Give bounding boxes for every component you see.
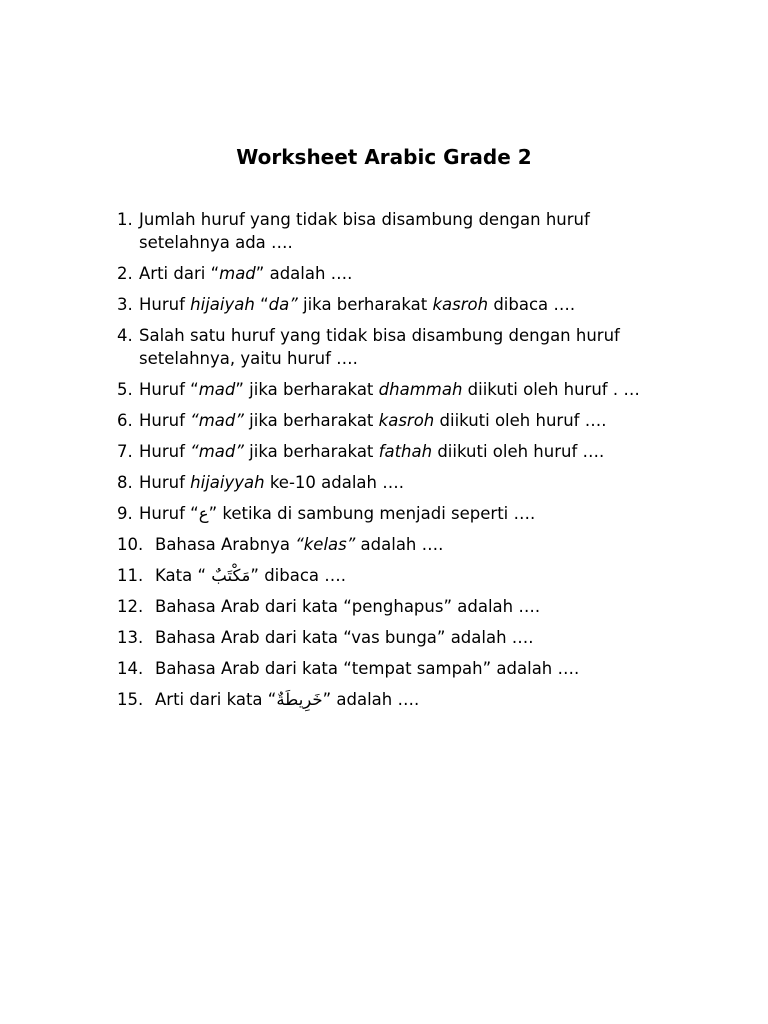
text-segment: ” adalah …. <box>322 690 420 709</box>
question-list <box>117 208 677 719</box>
text-segment: “ <box>254 295 269 314</box>
text-segment: ” ketika di sambung menjadi seperti …. <box>208 504 536 523</box>
italic-term: dhammah <box>378 380 463 399</box>
question-number: 4. <box>117 326 133 345</box>
question-item <box>117 595 677 618</box>
italic-term: hijaiyyah <box>190 473 265 492</box>
question-item <box>117 293 677 316</box>
question-item <box>117 440 677 463</box>
question-item <box>117 657 677 680</box>
arabic-text: ع <box>198 504 209 523</box>
text-segment: jika berharakat <box>243 411 379 430</box>
text-segment: dibaca …. <box>488 295 576 314</box>
italic-term: fathah <box>378 442 433 461</box>
question-text <box>139 293 677 316</box>
question-item <box>117 262 677 285</box>
italic-term: mad <box>198 380 236 399</box>
question-number: 15. <box>117 690 144 709</box>
text-segment: Huruf <box>139 295 191 314</box>
italic-term: “mad” <box>190 442 244 461</box>
italic-term: “mad” <box>190 411 244 430</box>
text-segment: ” adalah …. <box>255 264 353 283</box>
question-text <box>155 595 677 618</box>
question-item <box>117 502 677 525</box>
question-number: 13. <box>117 628 144 647</box>
question-text <box>139 471 677 494</box>
text-segment: ke-10 adalah …. <box>264 473 404 492</box>
question-item <box>117 533 677 556</box>
text-segment: Bahasa Arab dari kata “vas bunga” adalah …. <box>155 628 534 647</box>
text-segment: Huruf <box>139 411 191 430</box>
question-text <box>155 564 677 587</box>
question-number: 14. <box>117 659 144 678</box>
question-number: 12. <box>117 597 144 616</box>
text-segment: ” dibaca …. <box>250 566 347 585</box>
question-number: 3. <box>117 295 133 314</box>
page-title: Worksheet Arabic Grade 2 <box>236 145 532 169</box>
text-segment: Bahasa Arab dari kata “penghapus” adalah …. <box>155 597 541 616</box>
arabic-text: مَكْتَبٌ <box>211 566 251 585</box>
italic-term: da” <box>268 295 298 314</box>
text-segment: ” jika berharakat <box>235 380 379 399</box>
question-number: 1. <box>117 210 133 229</box>
question-number: 10. <box>117 535 144 554</box>
italic-term: “kelas” <box>295 535 356 554</box>
question-item <box>117 564 677 587</box>
text-segment: Huruf “ <box>139 504 199 523</box>
text-segment: Salah satu huruf yang tidak bisa disambung dengan huruf setelahnya, yaitu huruf …. <box>139 326 620 368</box>
question-number: 11. <box>117 566 144 585</box>
question-item <box>117 409 677 432</box>
text-segment: Huruf “ <box>139 380 199 399</box>
text-segment: diikuti oleh huruf …. <box>434 411 607 430</box>
question-text <box>139 208 677 254</box>
text-segment: Huruf <box>139 442 191 461</box>
question-text <box>139 409 677 432</box>
text-segment: jika berharakat <box>243 442 379 461</box>
question-text <box>139 502 677 525</box>
question-item <box>117 626 677 649</box>
question-text <box>155 533 677 556</box>
text-segment: jika berharakat <box>297 295 433 314</box>
italic-term: kasroh <box>378 411 435 430</box>
question-item <box>117 208 677 254</box>
question-text <box>139 262 677 285</box>
question-text <box>139 440 677 463</box>
question-item <box>117 471 677 494</box>
text-segment: Jumlah huruf yang tidak bisa disambung dengan huruf setelahnya ada …. <box>139 210 590 252</box>
text-segment: Arti dari kata “ <box>155 690 277 709</box>
question-text <box>155 657 677 680</box>
text-segment: Bahasa Arab dari kata “tempat sampah” adalah …. <box>155 659 580 678</box>
text-segment: diikuti oleh huruf . … <box>462 380 640 399</box>
question-text <box>155 626 677 649</box>
text-segment: adalah …. <box>355 535 444 554</box>
question-item <box>117 688 677 711</box>
question-number: 9. <box>117 504 133 523</box>
arabic-text: خَرِيطَةٌ <box>276 690 323 709</box>
text-segment: Arti dari “ <box>139 264 220 283</box>
question-number: 2. <box>117 264 133 283</box>
question-number: 6. <box>117 411 133 430</box>
question-item <box>117 378 677 401</box>
question-number: 5. <box>117 380 133 399</box>
question-number: 8. <box>117 473 133 492</box>
question-text <box>139 324 677 370</box>
text-segment: diikuti oleh huruf …. <box>432 442 605 461</box>
text-segment: Bahasa Arabnya <box>155 535 296 554</box>
text-segment: Huruf <box>139 473 191 492</box>
question-text <box>155 688 677 711</box>
italic-term: mad <box>219 264 256 283</box>
italic-term: kasroh <box>432 295 489 314</box>
question-item <box>117 324 677 370</box>
question-text <box>139 378 677 401</box>
italic-term: hijaiyah <box>190 295 255 314</box>
text-segment: Kata “ <box>155 566 212 585</box>
question-number: 7. <box>117 442 133 461</box>
